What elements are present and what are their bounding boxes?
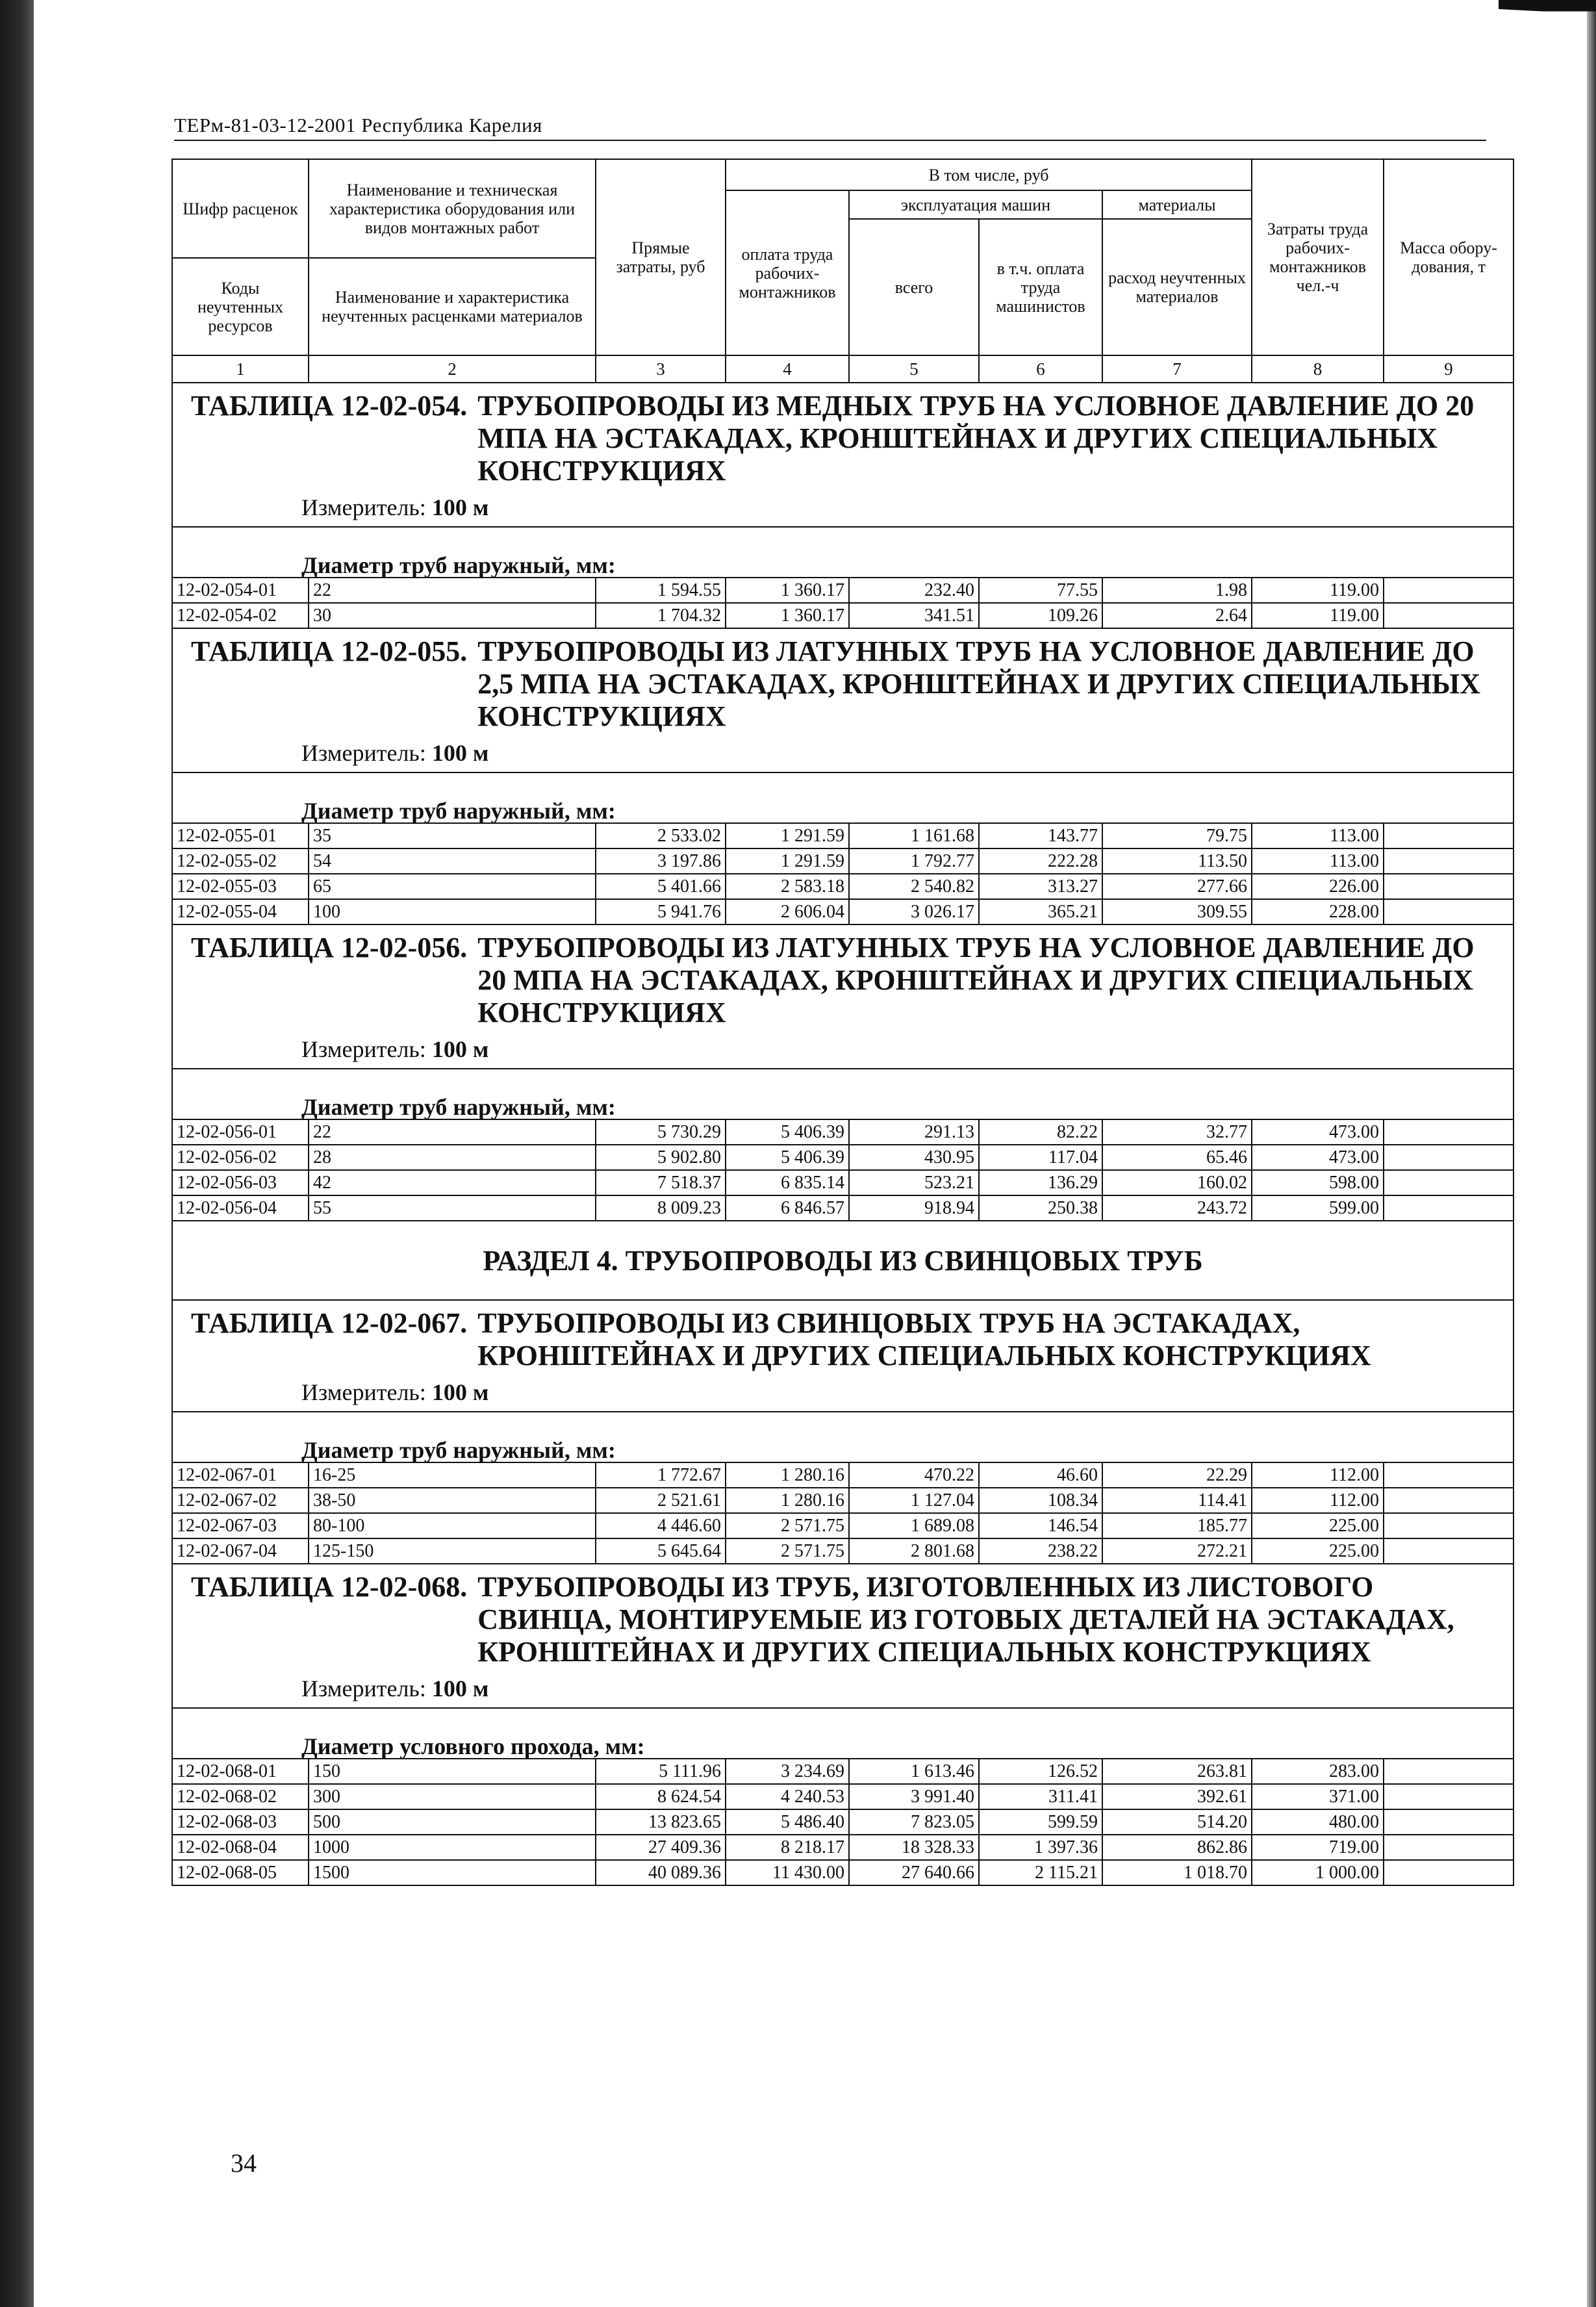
table-number: ТАБЛИЦА 12-02-055. <box>191 635 468 667</box>
rate-code: 12-02-068-02 <box>172 1784 309 1809</box>
table-cell: 3 026.17 <box>849 899 979 924</box>
table-cell: 272.21 <box>1102 1538 1252 1564</box>
table-cell: 2 583.18 <box>726 874 849 899</box>
table-cell: 313.27 <box>979 874 1102 899</box>
table-cell <box>1384 1759 1514 1784</box>
table-number: ТАБЛИЦА 12-02-054. <box>191 390 468 422</box>
pipe-diameter: 300 <box>309 1784 596 1809</box>
table-row <box>172 578 1514 603</box>
pipe-diameter: 35 <box>309 823 596 848</box>
rate-code: 12-02-067-04 <box>172 1538 309 1564</box>
table-row <box>172 1119 1514 1145</box>
table-cell: 232.40 <box>849 578 979 603</box>
col-number: 2 <box>309 355 596 383</box>
table-cell: 514.20 <box>1102 1809 1252 1835</box>
table-title-inner <box>191 1307 1508 1372</box>
diameter-label <box>172 527 1514 578</box>
table-cell <box>1384 874 1514 899</box>
measure-unit <box>172 733 1514 772</box>
pipe-diameter: 16-25 <box>309 1462 596 1488</box>
table-name: ТРУБОПРОВОДЫ ИЗ ЛАТУННЫХ ТРУБ НА УСЛОВНОЕ ДАВЛЕНИЕ ДО 20 МПА НА ЭСТАКАДАХ, КРОНШТЕЙНАХ И ДРУГИХ СПЕЦИАЛЬНЫХ КОНСТРУКЦИЯХ <box>477 932 1475 1028</box>
col-number: 3 <box>596 355 726 383</box>
pipe-diameter: 54 <box>309 848 596 874</box>
table-cell: 11 430.00 <box>726 1860 849 1885</box>
table-cell: 523.21 <box>849 1170 979 1195</box>
table-cell: 1.98 <box>1102 578 1252 603</box>
table-cell: 5 730.29 <box>596 1119 726 1145</box>
table-row <box>172 1835 1514 1860</box>
table-cell: 430.95 <box>849 1145 979 1170</box>
table-cell: 1 689.08 <box>849 1513 979 1538</box>
table-cell: 82.22 <box>979 1119 1102 1145</box>
table-cell: 1 291.59 <box>726 823 849 848</box>
table-cell: 1 161.68 <box>849 823 979 848</box>
measure-unit <box>172 1029 1514 1069</box>
measure-row <box>172 1029 1514 1069</box>
table-cell: 2 571.75 <box>726 1538 849 1564</box>
measure-label: Измеритель: <box>301 1676 426 1702</box>
measure-label: Измеритель: <box>301 740 426 766</box>
table-cell: 5 941.76 <box>596 899 726 924</box>
rate-code: 12-02-067-01 <box>172 1462 309 1488</box>
diameter-label <box>172 1069 1514 1119</box>
table-cell: 4 240.53 <box>726 1784 849 1809</box>
table-row <box>172 874 1514 899</box>
table-cell: 7 518.37 <box>596 1170 726 1195</box>
rate-code: 12-02-056-03 <box>172 1170 309 1195</box>
table-title <box>172 383 1514 487</box>
diameter-label <box>172 1412 1514 1462</box>
rate-code: 12-02-056-04 <box>172 1195 309 1221</box>
table-cell: 277.66 <box>1102 874 1252 899</box>
table-cell: 2 521.61 <box>596 1488 726 1513</box>
table-cell: 1 018.70 <box>1102 1860 1252 1885</box>
table-cell: 6 846.57 <box>726 1195 849 1221</box>
table-cell <box>1384 1538 1514 1564</box>
measure-row <box>172 487 1514 527</box>
table-cell: 263.81 <box>1102 1759 1252 1784</box>
table-cell: 117.04 <box>979 1145 1102 1170</box>
scan-right-edge <box>1587 0 1596 2307</box>
measure-label: Измеритель: <box>301 1036 426 1062</box>
table-cell: 109.26 <box>979 603 1102 628</box>
price-table-document <box>171 159 1513 1886</box>
col-number: 6 <box>979 355 1102 383</box>
table-number: ТАБЛИЦА 12-02-067. <box>191 1307 468 1339</box>
page-number: 34 <box>231 2148 257 2178</box>
col-machinists: в т.ч. оплата труда машинистов <box>979 219 1102 355</box>
table-cell: 470.22 <box>849 1462 979 1488</box>
table-cell: 1 280.16 <box>726 1462 849 1488</box>
table-title <box>172 1564 1514 1668</box>
table-cell: 392.61 <box>1102 1784 1252 1809</box>
price-table <box>171 159 1514 1886</box>
table-cell <box>1384 1835 1514 1860</box>
table-cell <box>1384 1860 1514 1885</box>
table-cell <box>1384 1119 1514 1145</box>
table-cell: 5 401.66 <box>596 874 726 899</box>
col-codes: Коды неучтенных ресурсов <box>172 258 309 355</box>
table-cell: 5 406.39 <box>726 1119 849 1145</box>
table-cell <box>1384 1809 1514 1835</box>
col-number: 9 <box>1384 355 1514 383</box>
table-row <box>172 1809 1514 1835</box>
pipe-diameter: 55 <box>309 1195 596 1221</box>
diameter-row <box>172 1412 1514 1462</box>
table-name: ТРУБОПРОВОДЫ ИЗ СВИНЦОВЫХ ТРУБ НА ЭСТАКАДАХ, КРОНШТЕЙНАХ И ДРУГИХ СПЕЦИАЛЬНЫХ КОНСТРУКЦИЯХ <box>477 1307 1371 1371</box>
table-cell: 225.00 <box>1252 1513 1384 1538</box>
col-number: 7 <box>1102 355 1252 383</box>
rate-code: 12-02-068-03 <box>172 1809 309 1835</box>
table-cell: 599.59 <box>979 1809 1102 1835</box>
pipe-diameter: 150 <box>309 1759 596 1784</box>
diameter-text: Диаметр условного прохода, мм: <box>301 1733 645 1759</box>
col-number: 5 <box>849 355 979 383</box>
pipe-diameter: 22 <box>309 1119 596 1145</box>
table-cell: 113.00 <box>1252 848 1384 874</box>
table-cell <box>1384 578 1514 603</box>
table-cell: 2 540.82 <box>849 874 979 899</box>
measure-value: 100 м <box>431 1379 489 1405</box>
table-title-inner <box>191 390 1508 487</box>
table-row <box>172 899 1514 924</box>
pipe-diameter: 100 <box>309 899 596 924</box>
diameter-text: Диаметр труб наружный, мм: <box>301 798 616 824</box>
table-cell: 225.00 <box>1252 1538 1384 1564</box>
measure-row <box>172 1668 1514 1708</box>
pipe-diameter: 1500 <box>309 1860 596 1885</box>
table-title-row <box>172 924 1514 1029</box>
table-cell: 3 991.40 <box>849 1784 979 1809</box>
col-shifr: Шифр расценок <box>172 159 309 258</box>
table-row <box>172 1784 1514 1809</box>
table-cell: 8 218.17 <box>726 1835 849 1860</box>
pipe-diameter: 30 <box>309 603 596 628</box>
table-cell: 143.77 <box>979 823 1102 848</box>
col-materials: материалы <box>1102 190 1252 219</box>
table-cell: 1 127.04 <box>849 1488 979 1513</box>
table-cell: 2 571.75 <box>726 1513 849 1538</box>
pipe-diameter: 1000 <box>309 1835 596 1860</box>
table-row <box>172 1538 1514 1564</box>
measure-value: 100 м <box>431 740 489 766</box>
table-cell: 27 409.36 <box>596 1835 726 1860</box>
table-cell: 32.77 <box>1102 1119 1252 1145</box>
table-cell: 79.75 <box>1102 823 1252 848</box>
table-cell: 22.29 <box>1102 1462 1252 1488</box>
diameter-text: Диаметр труб наружный, мм: <box>301 1094 616 1120</box>
table-name: ТРУБОПРОВОДЫ ИЗ МЕДНЫХ ТРУБ НА УСЛОВНОЕ ДАВЛЕНИЕ ДО 20 МПА НА ЭСТАКАДАХ, КРОНШТЕЙНАХ И ДРУГИХ СПЕЦИАЛЬНЫХ КОНСТРУКЦИЯХ <box>477 390 1475 487</box>
table-cell: 243.72 <box>1102 1195 1252 1221</box>
diameter-text: Диаметр труб наружный, мм: <box>301 1437 616 1463</box>
table-cell: 309.55 <box>1102 899 1252 924</box>
table-cell: 113.00 <box>1252 823 1384 848</box>
table-row <box>172 1759 1514 1784</box>
table-cell: 480.00 <box>1252 1809 1384 1835</box>
table-cell <box>1384 823 1514 848</box>
table-body-part1 <box>172 383 1514 1221</box>
table-cell: 5 111.96 <box>596 1759 726 1784</box>
table-cell: 473.00 <box>1252 1119 1384 1145</box>
table-cell: 2.64 <box>1102 603 1252 628</box>
table-cell: 136.29 <box>979 1170 1102 1195</box>
table-cell <box>1384 1462 1514 1488</box>
measure-value: 100 м <box>431 1036 489 1062</box>
table-body-part2 <box>172 1300 1514 1885</box>
table-cell: 371.00 <box>1252 1784 1384 1809</box>
rate-code: 12-02-068-04 <box>172 1835 309 1860</box>
table-cell <box>1384 603 1514 628</box>
diameter-row <box>172 772 1514 823</box>
measure-row <box>172 733 1514 772</box>
table-cell: 5 486.40 <box>726 1809 849 1835</box>
diameter-row <box>172 527 1514 578</box>
table-cell: 1 792.77 <box>849 848 979 874</box>
table-title <box>172 924 1514 1029</box>
table-cell: 222.28 <box>979 848 1102 874</box>
col-labor-pay: оплата труда рабочих-монтажников <box>726 190 849 355</box>
table-row <box>172 1195 1514 1221</box>
table-cell: 46.60 <box>979 1462 1102 1488</box>
pipe-diameter: 22 <box>309 578 596 603</box>
diameter-row <box>172 1069 1514 1119</box>
table-row <box>172 603 1514 628</box>
table-cell <box>1384 1195 1514 1221</box>
measure-value: 100 м <box>431 494 489 520</box>
table-cell: 6 835.14 <box>726 1170 849 1195</box>
rate-code: 12-02-055-03 <box>172 874 309 899</box>
scan-corner-mark <box>1499 0 1596 45</box>
table-cell: 65.46 <box>1102 1145 1252 1170</box>
table-cell: 7 823.05 <box>849 1809 979 1835</box>
table-cell: 250.38 <box>979 1195 1102 1221</box>
table-cell: 2 606.04 <box>726 899 849 924</box>
table-cell: 3 234.69 <box>726 1759 849 1784</box>
scan-left-edge <box>0 0 34 2307</box>
table-cell: 598.00 <box>1252 1170 1384 1195</box>
measure-unit <box>172 1668 1514 1708</box>
table-cell: 13 823.65 <box>596 1809 726 1835</box>
table-cell: 238.22 <box>979 1538 1102 1564</box>
rate-code: 12-02-055-02 <box>172 848 309 874</box>
table-cell <box>1384 899 1514 924</box>
section-title: РАЗДЕЛ 4. ТРУБОПРОВОДЫ ИЗ СВИНЦОВЫХ ТРУБ <box>172 1221 1514 1300</box>
table-name: ТРУБОПРОВОДЫ ИЗ ТРУБ, ИЗГОТОВЛЕННЫХ ИЗ ЛИСТОВОГО СВИНЦА, МОНТИРУЕМЫЕ ИЗ ГОТОВЫХ ДЕТАЛЕЙ НА ЭСТАКАДАХ, КРОНШТЕЙНАХ И ДРУГИХ СПЕЦИАЛЬНЫХ КОНСТРУКЦИЯХ <box>477 1571 1454 1668</box>
table-row <box>172 1145 1514 1170</box>
table-cell: 8 009.23 <box>596 1195 726 1221</box>
table-row <box>172 823 1514 848</box>
table-cell: 113.50 <box>1102 848 1252 874</box>
rate-code: 12-02-067-02 <box>172 1488 309 1513</box>
table-cell <box>1384 1513 1514 1538</box>
table-cell: 1 594.55 <box>596 578 726 603</box>
pipe-diameter: 38-50 <box>309 1488 596 1513</box>
table-cell: 2 533.02 <box>596 823 726 848</box>
table-cell: 40 089.36 <box>596 1860 726 1885</box>
measure-label: Измеритель: <box>301 1379 426 1405</box>
col-materials-use: расход неучтенных материалов <box>1102 219 1252 355</box>
table-cell: 114.41 <box>1102 1488 1252 1513</box>
table-cell: 1 000.00 <box>1252 1860 1384 1885</box>
table-cell: 112.00 <box>1252 1462 1384 1488</box>
table-cell: 2 115.21 <box>979 1860 1102 1885</box>
table-cell: 311.41 <box>979 1784 1102 1809</box>
table-cell: 5 902.80 <box>596 1145 726 1170</box>
table-title-row <box>172 383 1514 487</box>
table-cell: 5 645.64 <box>596 1538 726 1564</box>
table-cell <box>1384 848 1514 874</box>
table-cell: 3 197.86 <box>596 848 726 874</box>
col-direct-costs: Прямые затраты, руб <box>596 159 726 355</box>
pipe-diameter: 500 <box>309 1809 596 1835</box>
table-cell: 228.00 <box>1252 899 1384 924</box>
table-cell: 283.00 <box>1252 1759 1384 1784</box>
col-number: 1 <box>172 355 309 383</box>
diameter-row <box>172 1708 1514 1759</box>
table-cell <box>1384 1170 1514 1195</box>
measure-value: 100 м <box>431 1676 489 1702</box>
table-title-row <box>172 1300 1514 1372</box>
measure-label: Измеритель: <box>301 494 426 520</box>
table-cell: 160.02 <box>1102 1170 1252 1195</box>
col-name-bottom: Наименование и характеристика неучтенных расценками материалов <box>309 258 596 355</box>
table-cell: 291.13 <box>849 1119 979 1145</box>
table-cell: 862.86 <box>1102 1835 1252 1860</box>
table-cell: 365.21 <box>979 899 1102 924</box>
table-number: ТАБЛИЦА 12-02-056. <box>191 932 468 963</box>
table-cell: 112.00 <box>1252 1488 1384 1513</box>
table-cell <box>1384 1145 1514 1170</box>
table-cell: 27 640.66 <box>849 1860 979 1885</box>
col-mass: Масса обору-дования, т <box>1384 159 1514 355</box>
table-cell: 77.55 <box>979 578 1102 603</box>
table-cell: 1 360.17 <box>726 603 849 628</box>
col-number: 8 <box>1252 355 1384 383</box>
table-cell: 719.00 <box>1252 1835 1384 1860</box>
table-cell: 1 613.46 <box>849 1759 979 1784</box>
diameter-label <box>172 772 1514 823</box>
table-cell: 185.77 <box>1102 1513 1252 1538</box>
table-cell: 126.52 <box>979 1759 1102 1784</box>
table-cell: 1 704.32 <box>596 603 726 628</box>
rate-code: 12-02-067-03 <box>172 1513 309 1538</box>
pipe-diameter: 28 <box>309 1145 596 1170</box>
table-row <box>172 1860 1514 1885</box>
table-cell: 341.51 <box>849 603 979 628</box>
table-cell: 918.94 <box>849 1195 979 1221</box>
col-including: В том числе, руб <box>726 159 1252 190</box>
col-machines: эксплуатация машин <box>849 190 1102 219</box>
rate-code: 12-02-054-02 <box>172 603 309 628</box>
table-row <box>172 1513 1514 1538</box>
table-cell: 146.54 <box>979 1513 1102 1538</box>
table-title <box>172 1300 1514 1372</box>
table-cell: 226.00 <box>1252 874 1384 899</box>
pipe-diameter: 125-150 <box>309 1538 596 1564</box>
col-labor-cost: Затраты труда рабочих-монтажников чел.-ч <box>1252 159 1384 355</box>
pipe-diameter: 42 <box>309 1170 596 1195</box>
table-cell <box>1384 1784 1514 1809</box>
rate-code: 12-02-055-01 <box>172 823 309 848</box>
table-cell: 1 772.67 <box>596 1462 726 1488</box>
rate-code: 12-02-056-02 <box>172 1145 309 1170</box>
col-name-top: Наименование и техническая характеристика оборудования или видов монтажных работ <box>309 159 596 258</box>
table-title-inner <box>191 1571 1508 1668</box>
rate-code: 12-02-068-01 <box>172 1759 309 1784</box>
table-cell: 599.00 <box>1252 1195 1384 1221</box>
table-cell: 18 328.33 <box>849 1835 979 1860</box>
table-cell <box>1384 1488 1514 1513</box>
section-row-group <box>172 1221 1514 1300</box>
table-cell: 119.00 <box>1252 603 1384 628</box>
rate-code: 12-02-055-04 <box>172 899 309 924</box>
table-header <box>172 159 1514 383</box>
table-row <box>172 848 1514 874</box>
table-title <box>172 628 1514 733</box>
col-number: 4 <box>726 355 849 383</box>
table-title-inner <box>191 932 1508 1029</box>
pipe-diameter: 80-100 <box>309 1513 596 1538</box>
table-number: ТАБЛИЦА 12-02-068. <box>191 1571 468 1603</box>
table-cell: 2 801.68 <box>849 1538 979 1564</box>
table-title-inner <box>191 635 1508 733</box>
table-row <box>172 1462 1514 1488</box>
rate-code: 12-02-068-05 <box>172 1860 309 1885</box>
table-cell: 1 397.36 <box>979 1835 1102 1860</box>
measure-unit <box>172 1372 1514 1412</box>
table-row <box>172 1170 1514 1195</box>
table-cell: 473.00 <box>1252 1145 1384 1170</box>
rate-code: 12-02-056-01 <box>172 1119 309 1145</box>
table-cell: 1 291.59 <box>726 848 849 874</box>
measure-unit <box>172 487 1514 527</box>
diameter-label <box>172 1708 1514 1759</box>
measure-row <box>172 1372 1514 1412</box>
table-cell: 119.00 <box>1252 578 1384 603</box>
table-title-row <box>172 1564 1514 1668</box>
table-cell: 1 360.17 <box>726 578 849 603</box>
table-cell: 5 406.39 <box>726 1145 849 1170</box>
rate-code: 12-02-054-01 <box>172 578 309 603</box>
table-cell: 8 624.54 <box>596 1784 726 1809</box>
table-cell: 1 280.16 <box>726 1488 849 1513</box>
col-machines-total: всего <box>849 219 979 355</box>
pipe-diameter: 65 <box>309 874 596 899</box>
table-cell: 4 446.60 <box>596 1513 726 1538</box>
table-cell: 108.34 <box>979 1488 1102 1513</box>
table-name: ТРУБОПРОВОДЫ ИЗ ЛАТУННЫХ ТРУБ НА УСЛОВНОЕ ДАВЛЕНИЕ ДО 2,5 МПА НА ЭСТАКАДАХ, КРОНШТЕЙНАХ И ДРУГИХ СПЕЦИАЛЬНЫХ КОНСТРУКЦИЯХ <box>477 635 1481 732</box>
diameter-text: Диаметр труб наружный, мм: <box>301 552 616 578</box>
running-header: ТЕРм-81-03-12-2001 Республика Карелия <box>174 114 1486 141</box>
table-title-row <box>172 628 1514 733</box>
table-row <box>172 1488 1514 1513</box>
